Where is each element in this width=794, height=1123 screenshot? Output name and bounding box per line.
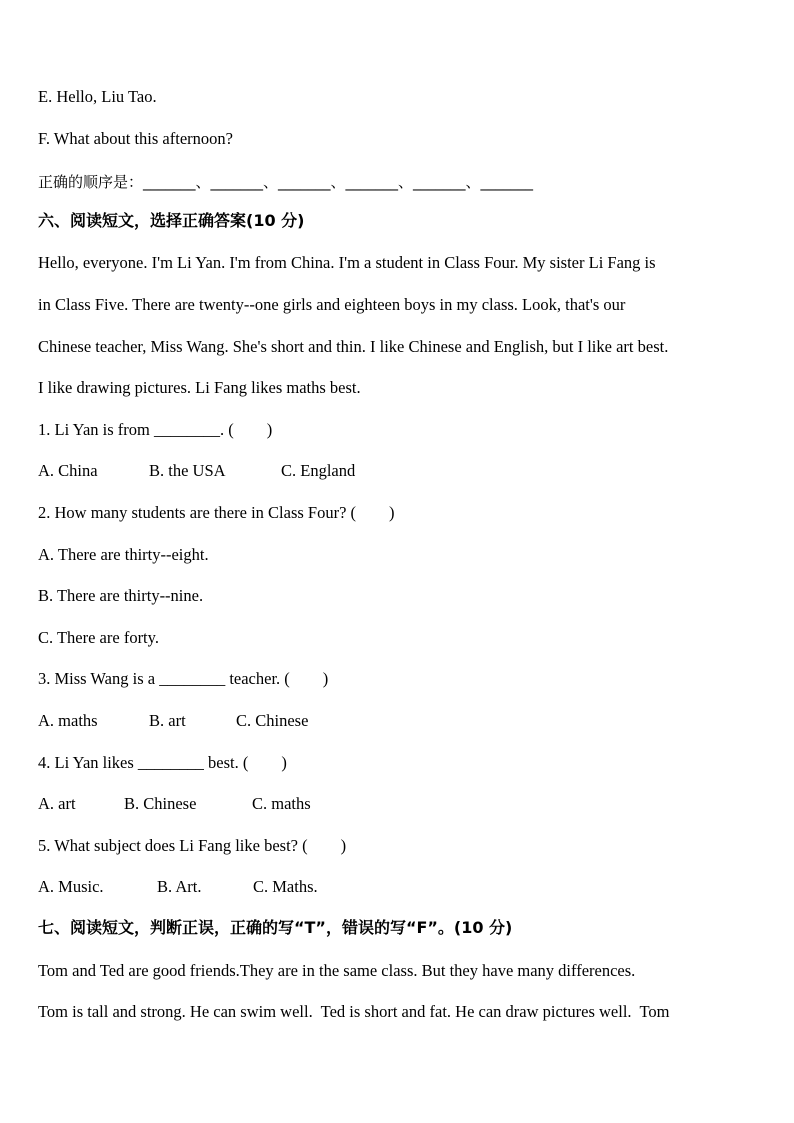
line-item-e: E. Hello, Liu Tao. <box>38 87 157 106</box>
question-3-options <box>38 710 438 732</box>
passage-line-3: Chinese teacher, Miss Wang. She's short and thin. I like Chinese and English, but I like art best. <box>38 337 669 356</box>
passage2-line-2: Tom is tall and strong. He can swim well. Ted is short and fat. He can draw pictures well. Tom <box>38 1002 670 1021</box>
option-b: B. Chinese <box>124 794 197 813</box>
option-c: C. Maths. <box>253 877 318 896</box>
question-2-option-a: A. There are thirty--eight. <box>38 545 209 564</box>
question-2-stem: 2. How many students are there in Class Four? ( ) <box>38 503 395 522</box>
option-b: B. Art. <box>157 877 202 896</box>
passage-line-1: Hello, everyone. I'm Li Yan. I'm from China. I'm a student in Class Four. My sister Li Fang is <box>38 253 656 272</box>
option-a: A. China <box>38 461 98 480</box>
section-seven-heading: 七、阅读短文，判断正误，正确的写“T”，错误的写“F”。(10 分) <box>38 918 513 937</box>
option-b: B. art <box>149 711 186 730</box>
option-a: A. maths <box>38 711 98 730</box>
ordering-answer-line: 正确的顺序是：_______、_______、_______、_______、_______、_______ <box>38 173 534 191</box>
option-a: A. art <box>38 794 76 813</box>
question-5-stem: 5. What subject does Li Fang like best? ( ) <box>38 836 347 855</box>
question-4-stem: 4. Li Yan likes ________ best. ( ) <box>38 753 287 772</box>
question-1-stem: 1. Li Yan is from ________. ( ) <box>38 420 273 439</box>
question-4-options <box>38 793 438 815</box>
option-b: B. the USA <box>149 461 226 480</box>
passage2-line-1: Tom and Ted are good friends.They are in the same class. But they have many differences. <box>38 961 636 980</box>
option-a: A. Music. <box>38 877 104 896</box>
question-2-option-b: B. There are thirty--nine. <box>38 586 204 605</box>
question-3-stem: 3. Miss Wang is a ________ teacher. ( ) <box>38 669 329 688</box>
question-2-option-c: C. There are forty. <box>38 628 159 647</box>
option-c: C. maths <box>252 794 311 813</box>
section-six-heading: 六、阅读短文，选择正确答案(10 分) <box>38 211 305 230</box>
option-c: C. Chinese <box>236 711 309 730</box>
passage-line-2: in Class Five. There are twenty--one girls and eighteen boys in my class. Look, that's our <box>38 295 626 314</box>
passage-line-4: I like drawing pictures. Li Fang likes maths best. <box>38 378 361 397</box>
line-item-f: F. What about this afternoon? <box>38 129 233 148</box>
question-1-options <box>38 460 438 482</box>
question-5-options <box>38 876 438 898</box>
option-c: C. England <box>281 461 356 480</box>
